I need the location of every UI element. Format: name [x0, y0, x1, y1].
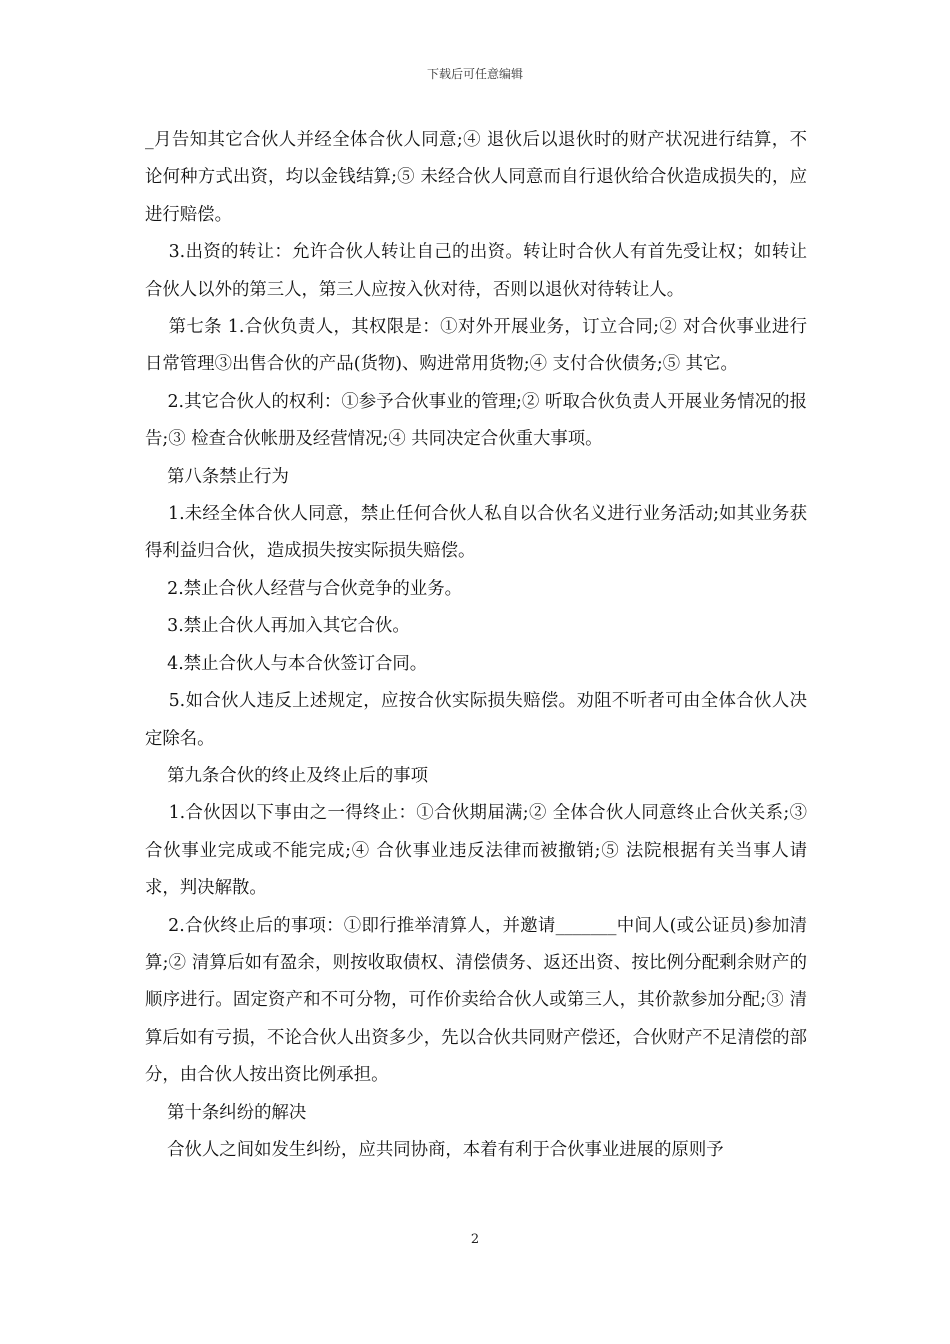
paragraph-article-8-item-4: 4.禁止合伙人与本合伙签订合同。: [145, 653, 428, 674]
paragraph-article-9-item-1: 1.合伙因以下事由之一得终止：①合伙期届满;② 全体合伙人同意终止合伙关系;③ 合伙事业完成或不能完成;④ 合伙事业违反法律而被撤销;⑤ 法院根据有关当事人请求，判决解散。: [145, 803, 813, 899]
paragraph-withdrawal-continued: _月告知其它合伙人并经全体合伙人同意;④ 退伙后以退伙时的财产状况进行结算，不论何种方式出资，均以金钱结算;⑤ 未经合伙人同意而自行退伙给合伙造成损失的，应进行赔偿。: [145, 130, 807, 225]
paragraph-article-8-item-5: 5.如合伙人违反上述规定，应按合伙实际损失赔偿。劝阻不听者可由全体合伙人决定除名。: [145, 691, 807, 749]
paragraph-article-8-item-1: 1.未经全体合伙人同意，禁止任何合伙人私自以合伙名义进行业务活动;如其业务获得利益归合伙，造成损失按实际损失赔偿。: [145, 504, 807, 562]
heading-article-8: 第八条禁止行为: [145, 466, 289, 487]
paragraph-article-7-partner-rights: 2.其它合伙人的权利：①参予合伙事业的管理;② 听取合伙负责人开展业务情况的报告;③ 检查合伙帐册及经营情况;④ 共同决定合伙重大事项。: [145, 391, 807, 450]
paragraph-article-8-item-3: 3.禁止合伙人再加入其它合伙。: [145, 616, 410, 637]
heading-article-9: 第九条合伙的终止及终止后的事项: [145, 765, 428, 786]
document-body: [145, 122, 813, 1169]
paragraph-article-9-item-2: 2.合伙终止后的事项：①即行推举清算人，并邀请_______中间人(或公证员)参加清算;② 清算后如有盈余，则按收取债权、清偿债务、返还出资、按比例分配剩余财产的顺序进行。固定资产和不可分物，可作价卖给合伙人或第三人，其价款参加分配;③ 清算后如有亏损，不论合伙人出资多少，先以合伙共同财产偿还，合伙财产不足清偿的部分，由合伙人按出资比例承担。: [145, 915, 807, 1086]
paragraph-article-7-manager: 第七条 1.合伙负责人，其权限是：①对外开展业务，订立合同;② 对合伙事业进行日常管理③出售合伙的产品(货物)、购进常用货物;④ 支付合伙债务;⑤ 其它。: [145, 317, 807, 375]
paragraph-capital-transfer: 3.出资的转让：允许合伙人转让自己的出资。转让时合伙人有首先受让权；如转让合伙人以外的第三人，第三人应按入伙对待，否则以退伙对待转让人。: [145, 242, 807, 300]
paragraph-article-8-item-2: 2.禁止合伙人经营与合伙竞争的业务。: [145, 578, 462, 599]
heading-article-10: 第十条纠纷的解决: [145, 1102, 307, 1123]
page-number: 2: [470, 1232, 480, 1247]
page-header: 下载后可任意编辑: [426, 67, 523, 81]
paragraph-article-10-body: 合伙人之间如发生纠纷，应共同协商，本着有利于合伙事业进展的原则予: [145, 1139, 724, 1160]
